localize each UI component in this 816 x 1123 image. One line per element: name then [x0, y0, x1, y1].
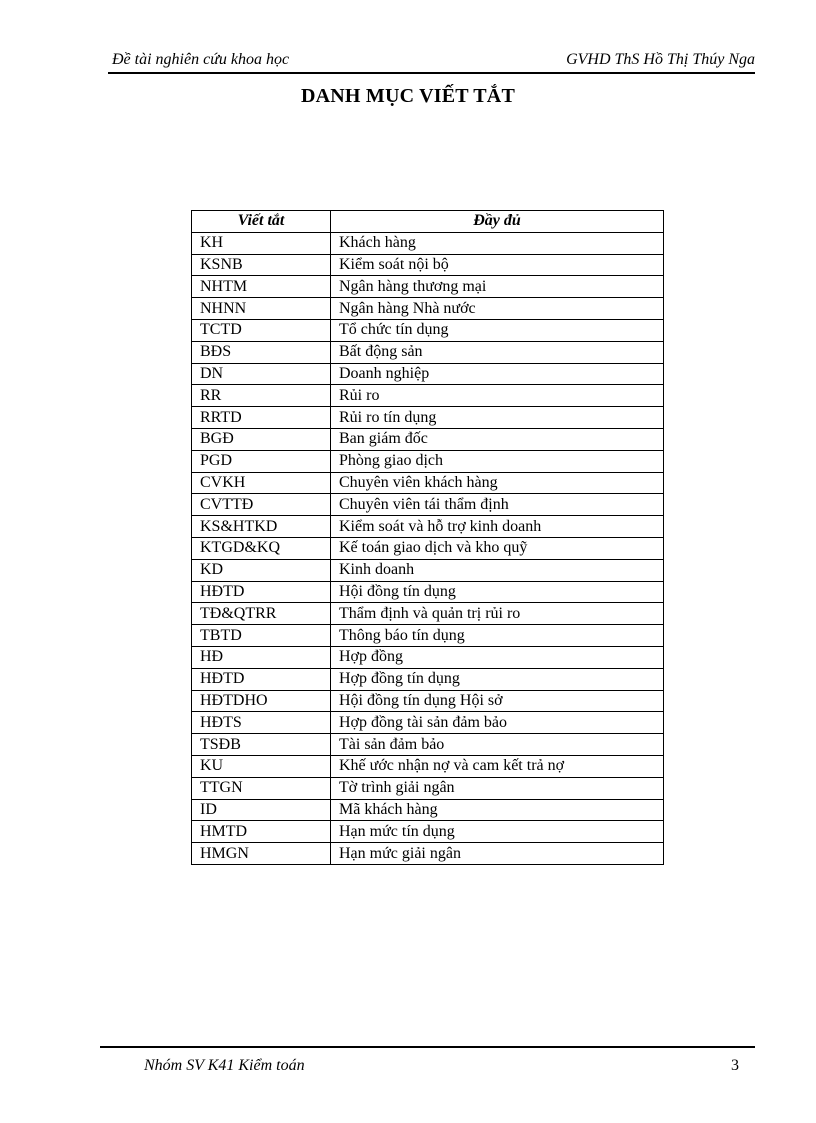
- abbreviation-cell: KTGD&KQ: [192, 537, 331, 559]
- full-form-cell: Kiểm soát nội bộ: [331, 254, 664, 276]
- table-row: [192, 777, 664, 799]
- abbreviation-cell: BGĐ: [192, 428, 331, 450]
- abbreviation-table: [191, 210, 664, 865]
- table-row: [192, 755, 664, 777]
- full-form-cell: Khế ước nhận nợ và cam kết trả nợ: [331, 755, 664, 777]
- abbreviation-cell: HĐTD: [192, 581, 331, 603]
- full-form-cell: Hạn mức tín dụng: [331, 821, 664, 843]
- table-row: [192, 276, 664, 298]
- table-row: [192, 646, 664, 668]
- abbreviation-cell: DN: [192, 363, 331, 385]
- abbreviation-cell: NHTM: [192, 276, 331, 298]
- full-form-cell: Bất động sản: [331, 341, 664, 363]
- full-form-cell: Tài sản đảm bảo: [331, 734, 664, 756]
- table-row: [192, 407, 664, 429]
- abbreviation-cell: KSNB: [192, 254, 331, 276]
- table-header-row: [192, 211, 664, 233]
- abbreviation-cell: PGD: [192, 450, 331, 472]
- abbreviation-cell: HMTD: [192, 821, 331, 843]
- table-row: [192, 516, 664, 538]
- page-header: [108, 50, 755, 74]
- table-row: [192, 559, 664, 581]
- full-form-cell: Tờ trình giải ngân: [331, 777, 664, 799]
- abbreviation-cell: HĐTDHO: [192, 690, 331, 712]
- abbreviation-cell: NHNN: [192, 298, 331, 320]
- table-row: [192, 450, 664, 472]
- abbreviation-cell: TBTD: [192, 625, 331, 647]
- full-form-cell: Hội đồng tín dụng: [331, 581, 664, 603]
- abbreviation-cell: HMGN: [192, 843, 331, 865]
- full-form-cell: Khách hàng: [331, 232, 664, 254]
- table-row: [192, 625, 664, 647]
- abbreviation-cell: HĐTD: [192, 668, 331, 690]
- page-title: DANH MỤC VIẾT TẮT: [301, 85, 515, 107]
- table-row: [192, 799, 664, 821]
- abbreviation-cell: RR: [192, 385, 331, 407]
- full-form-cell: Kế toán giao dịch và kho quỹ: [331, 537, 664, 559]
- full-form-cell: Phòng giao dịch: [331, 450, 664, 472]
- column-header-abbreviation: Viết tắt: [192, 211, 331, 233]
- page-number: 3: [731, 1057, 739, 1074]
- table-row: [192, 428, 664, 450]
- column-header-full-form: Đầy đủ: [331, 211, 664, 233]
- full-form-cell: Hội đồng tín dụng Hội sở: [331, 690, 664, 712]
- table-row: [192, 494, 664, 516]
- table-row: [192, 603, 664, 625]
- page-footer: [100, 1046, 755, 1074]
- full-form-cell: Thẩm định và quản trị rủi ro: [331, 603, 664, 625]
- full-form-cell: Rủi ro tín dụng: [331, 407, 664, 429]
- table-row: [192, 843, 664, 865]
- abbreviation-cell: CVTTĐ: [192, 494, 331, 516]
- full-form-cell: Hợp đồng tín dụng: [331, 668, 664, 690]
- table-row: [192, 363, 664, 385]
- full-form-cell: Kiểm soát và hỗ trợ kinh doanh: [331, 516, 664, 538]
- full-form-cell: Hợp đồng: [331, 646, 664, 668]
- abbreviation-cell: ID: [192, 799, 331, 821]
- table-row: [192, 472, 664, 494]
- header-right-text: GVHD ThS Hồ Thị Thúy Nga: [566, 51, 755, 68]
- abbreviation-cell: KD: [192, 559, 331, 581]
- abbreviation-cell: CVKH: [192, 472, 331, 494]
- table-row: [192, 581, 664, 603]
- abbreviation-cell: TCTD: [192, 319, 331, 341]
- table-row: [192, 385, 664, 407]
- full-form-cell: Kinh doanh: [331, 559, 664, 581]
- table-row: [192, 254, 664, 276]
- full-form-cell: Ngân hàng Nhà nước: [331, 298, 664, 320]
- table-row: [192, 690, 664, 712]
- abbreviation-cell: HĐ: [192, 646, 331, 668]
- full-form-cell: Rủi ro: [331, 385, 664, 407]
- abbreviation-cell: TSĐB: [192, 734, 331, 756]
- full-form-cell: Ban giám đốc: [331, 428, 664, 450]
- table-row: [192, 319, 664, 341]
- full-form-cell: Mã khách hàng: [331, 799, 664, 821]
- full-form-cell: Ngân hàng thương mại: [331, 276, 664, 298]
- table-row: [192, 712, 664, 734]
- table-row: [192, 821, 664, 843]
- full-form-cell: Thông báo tín dụng: [331, 625, 664, 647]
- abbreviation-cell: KS&HTKD: [192, 516, 331, 538]
- abbreviation-cell: KH: [192, 232, 331, 254]
- header-left-text: Đề tài nghiên cứu khoa học: [112, 51, 290, 68]
- full-form-cell: Hạn mức giải ngân: [331, 843, 664, 865]
- table-row: [192, 668, 664, 690]
- full-form-cell: Chuyên viên tái thẩm định: [331, 494, 664, 516]
- abbreviation-cell: HĐTS: [192, 712, 331, 734]
- table-row: [192, 341, 664, 363]
- footer-left-text: Nhóm SV K41 Kiểm toán: [144, 1057, 305, 1074]
- full-form-cell: Tổ chức tín dụng: [331, 319, 664, 341]
- abbreviation-cell: BĐS: [192, 341, 331, 363]
- full-form-cell: Doanh nghiệp: [331, 363, 664, 385]
- abbreviation-cell: TĐ&QTRR: [192, 603, 331, 625]
- abbreviation-cell: RRTD: [192, 407, 331, 429]
- abbreviation-cell: TTGN: [192, 777, 331, 799]
- full-form-cell: Chuyên viên khách hàng: [331, 472, 664, 494]
- table-row: [192, 537, 664, 559]
- table-row: [192, 232, 664, 254]
- table-row: [192, 734, 664, 756]
- table-row: [192, 298, 664, 320]
- full-form-cell: Hợp đồng tài sản đảm bảo: [331, 712, 664, 734]
- abbreviation-cell: KU: [192, 755, 331, 777]
